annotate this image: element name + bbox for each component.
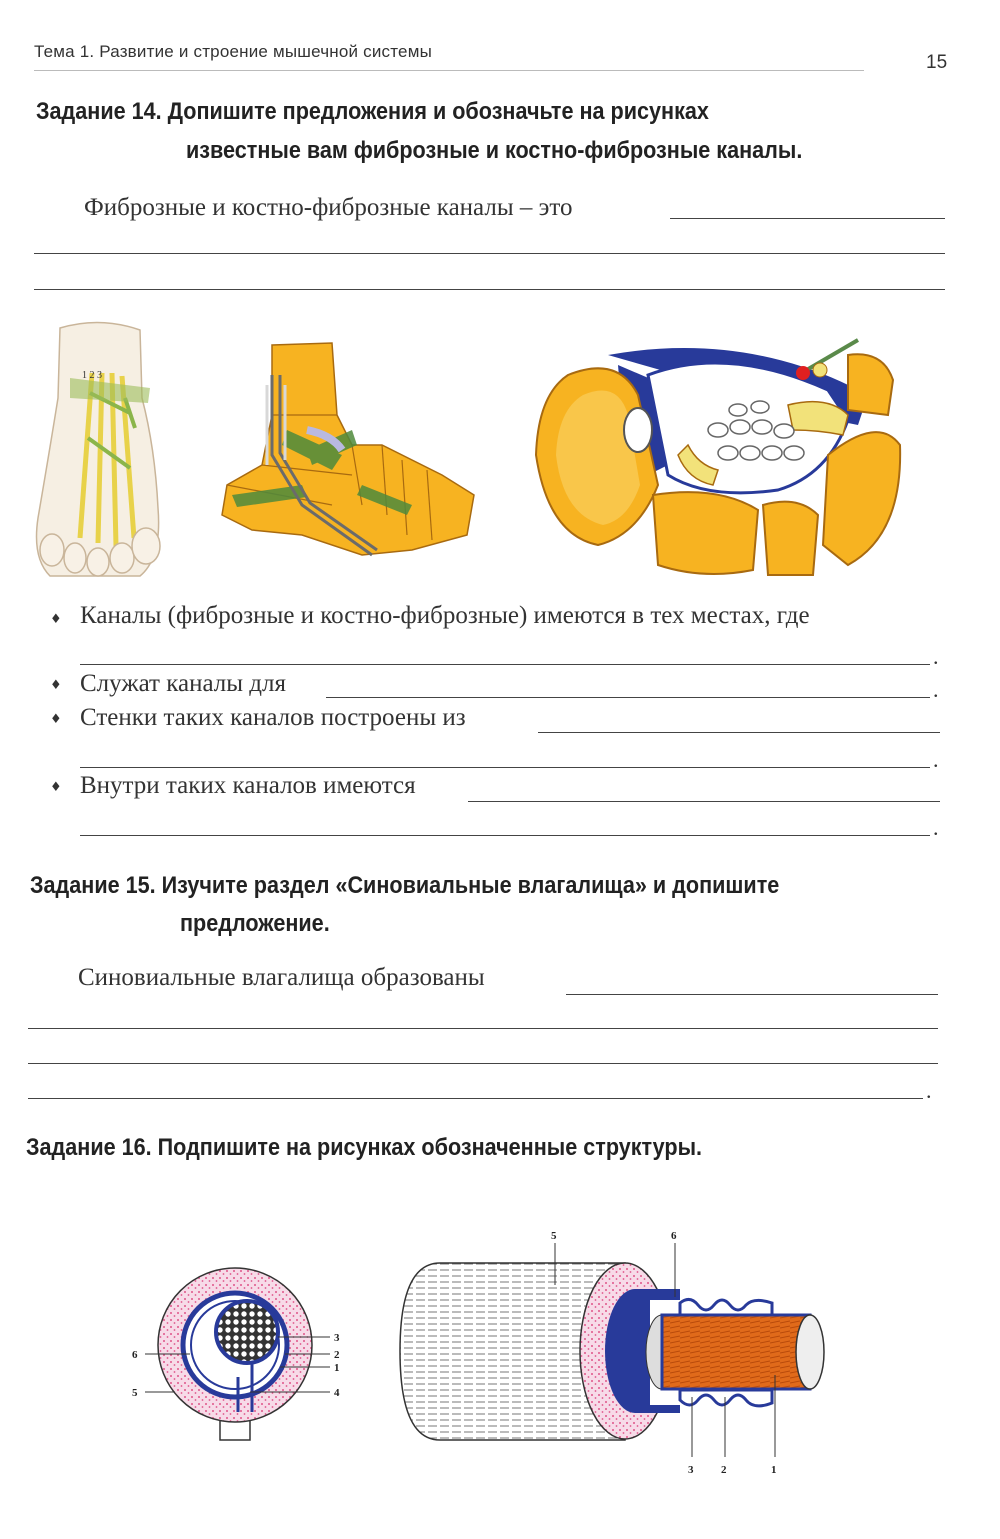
foot-dorsal-figure [30, 318, 170, 584]
synovial-sheath-longitudinal-figure [380, 1225, 840, 1485]
task15-title-line2: предложение. [180, 910, 330, 937]
label-number: 1 [771, 1464, 777, 1476]
label-number: 6 [671, 1230, 677, 1242]
bullet-diamond-icon: ♦ [50, 780, 62, 795]
answer-line[interactable] [28, 1063, 938, 1064]
label-number: 5 [132, 1387, 138, 1399]
answer-line[interactable] [670, 218, 945, 219]
bullet-text: Внутри таких каналов имеются [80, 772, 416, 799]
task14-title-line1: Задание 14. Допишите предложения и обозначьте на рисунках [36, 98, 709, 125]
bullet-diamond-icon: ♦ [50, 678, 62, 693]
page-number: 15 [926, 52, 948, 73]
answer-line[interactable] [80, 664, 930, 665]
bullet-diamond-icon: ♦ [50, 712, 62, 727]
task14-title-line2: известные вам фиброзные и костно-фиброзные каналы. [186, 137, 803, 164]
task15-title-line1: Задание 15. Изучите раздел «Синовиальные влагалища» и допишите [30, 872, 780, 899]
answer-line[interactable] [468, 801, 940, 802]
period-mark: . [926, 1078, 932, 1103]
foot-medial-figure [212, 335, 480, 575]
answer-line[interactable] [28, 1098, 923, 1099]
task16-title: Задание 16. Подпишите на рисунках обозначенные структуры. [26, 1134, 703, 1161]
answer-line[interactable] [28, 1028, 938, 1029]
synovial-sheath-cross-section-figure [120, 1262, 370, 1442]
label-number: 4 [334, 1387, 340, 1399]
svg-text:1 2 3: 1 2 3 [82, 370, 102, 381]
label-number: 5 [551, 1230, 557, 1242]
answer-line[interactable] [566, 994, 938, 995]
header-rule [34, 70, 864, 71]
label-number: 6 [132, 1349, 138, 1361]
bullet-text: Стенки таких каналов построены из [80, 704, 466, 731]
label-number: 2 [334, 1349, 340, 1361]
cross-section-canals-figure [528, 335, 908, 583]
running-title: Тема 1. Развитие и строение мышечной системы [34, 42, 433, 61]
answer-line[interactable] [34, 289, 945, 290]
task15-prompt: Синовиальные влагалища образованы [78, 964, 485, 991]
label-number: 2 [721, 1464, 727, 1476]
answer-line[interactable] [538, 732, 940, 733]
answer-line[interactable] [34, 253, 945, 254]
task14-prompt: Фиброзные и костно-фиброзные каналы – это [84, 194, 573, 221]
answer-line[interactable] [80, 835, 930, 836]
bullet-diamond-icon: ♦ [50, 612, 62, 627]
label-number: 3 [334, 1332, 340, 1344]
answer-line[interactable] [326, 697, 930, 698]
period-mark: . [933, 644, 939, 669]
answer-line[interactable] [80, 767, 930, 768]
period-mark: . [933, 747, 939, 772]
label-number: 1 [334, 1362, 340, 1374]
period-mark: . [933, 677, 939, 702]
bullet-text: Каналы (фиброзные и костно-фиброзные) имеются в тех местах, где [80, 602, 810, 629]
period-mark: . [933, 815, 939, 840]
bullet-text: Служат каналы для [80, 670, 286, 697]
label-number: 3 [688, 1464, 694, 1476]
